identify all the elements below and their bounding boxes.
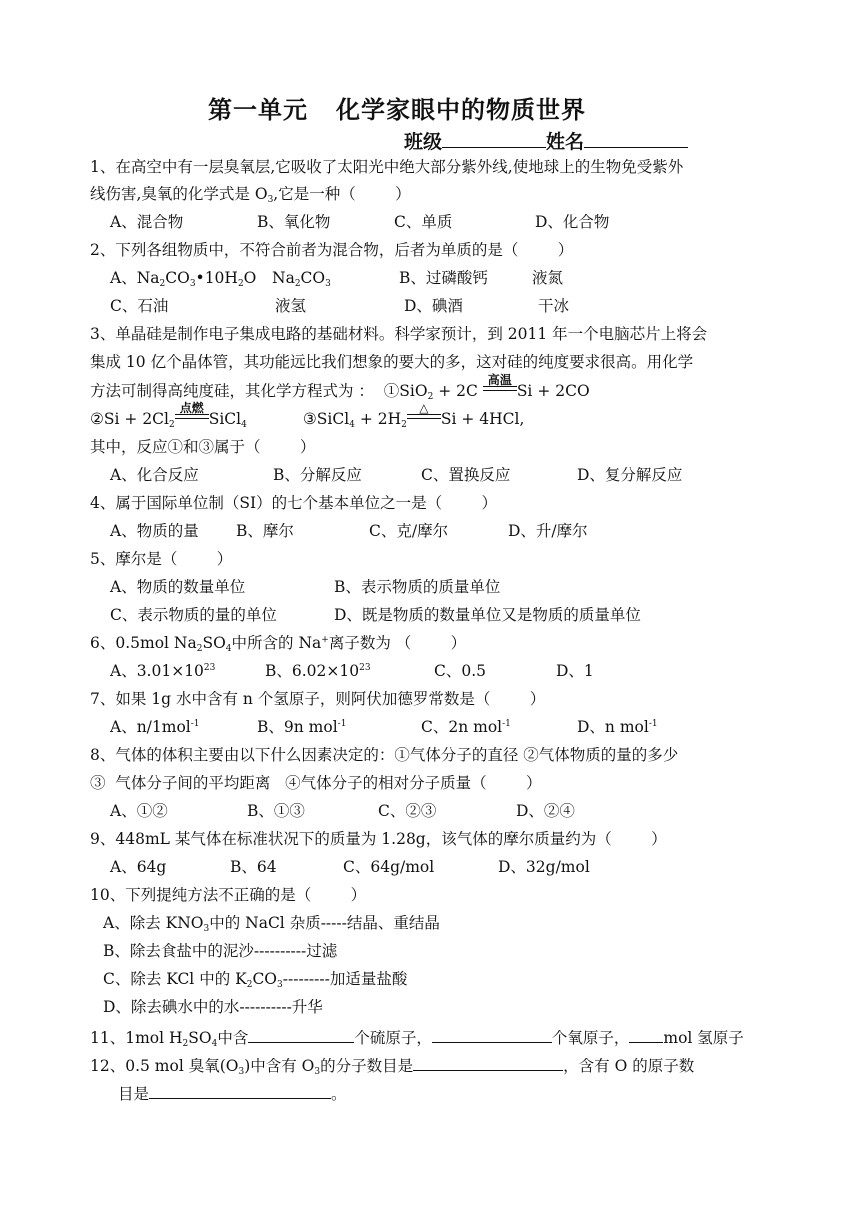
condition-heat: △ [407, 410, 441, 424]
q12-line1: 12、0.5 mol 臭氧$(O_3)$中含有 $O_3$的分子数目是 ，含有 O 的原子数 [90, 1053, 694, 1076]
q2-option-d: D、碘酒 [404, 297, 463, 315]
q3-option-b: B、分解反应 [273, 466, 362, 484]
q8-option-c: C、②③ [378, 802, 437, 820]
q1-option-b: B、氧化物 [257, 213, 331, 231]
q1-option-a: A、混合物 [110, 213, 184, 231]
q6-option-a: A、$3.01\times 10^{23}$ [110, 662, 216, 680]
q4-stem: 4、属于国际单位制（SI）的七个基本单位之一是（ ） [90, 494, 498, 512]
q8-option-d: D、②④ [516, 802, 575, 820]
q4-option-c: C、克/摩尔 [369, 522, 449, 540]
q6-option-d: D、1 [556, 662, 594, 680]
q11-hydrogen-blank[interactable] [629, 1025, 663, 1043]
q5-option-a: A、物质的数量单位 [110, 578, 246, 596]
q2-option-c-second: 液氢 [275, 297, 307, 315]
q9-option-a: A、64g [110, 858, 167, 876]
q9-option-d: D、32g/mol [498, 858, 590, 876]
unit-label: 第一单元 [208, 96, 308, 124]
q7-option-a: A、n/1mol$^{-1}$ [110, 718, 200, 736]
class-blank[interactable] [442, 130, 546, 148]
class-label: 班级 [404, 131, 443, 153]
q7-stem: 7、如果 1g 水中含有 n 个氢原子，则阿伏加德罗常数是（ ） [90, 690, 546, 708]
q8-option-b: B、①③ [247, 802, 305, 820]
q10-option-c: C、除去 KCl 中的 $K_2CO_3---------$加适量盐酸 [103, 970, 408, 990]
q1-line2: 线伤害,臭氧的化学式是 $O_3$,它是一种（ ） [90, 185, 411, 205]
q2-option-a: A、$Na_2CO_3•10H_2O$ [110, 269, 257, 289]
q4-option-a: A、物质的量 [110, 522, 199, 540]
unit-title: 化学家眼中的物质世界 [336, 96, 586, 124]
q5-option-c: C、表示物质的量的单位 [110, 606, 277, 624]
q2-option-b: B、过磷酸钙 [399, 269, 488, 287]
q8-line1: 8、气体的体积主要由以下什么因素决定的：①气体分子的直径 ②气体物质的量的多少 [90, 746, 679, 764]
q12-molecule-blank[interactable] [413, 1053, 563, 1071]
q6-option-b: B、$6.02\times 10^{23}$ [265, 662, 371, 680]
q5-option-b: B、表示物质的质量单位 [334, 578, 501, 596]
q12-atom-blank[interactable] [149, 1081, 331, 1099]
q11-line: 11、1mol $H_2SO_4$中含 个硫原子， 个氧原子， mol 氢原子 [90, 1025, 744, 1048]
q4-option-d: D、升/摩尔 [508, 522, 588, 540]
q5-option-d: D、既是物质的数量单位又是物质的质量单位 [334, 606, 641, 624]
q5-stem: 5、摩尔是（ ） [90, 550, 233, 568]
q7-option-d: D、n mol$^{-1}$ [577, 718, 658, 736]
q6-stem: 6、0.5mol $Na_2SO_4$中所含的 Na+离子数为 （ ） [90, 634, 467, 654]
q8-line2: ③ 气体分子间的平均距离 ④气体分子的相对分子质量（ ） [90, 774, 542, 792]
q2-stem: 2、下列各组物质中，不符合前者为混合物，后者为单质的是（ ） [90, 241, 574, 259]
q11-oxygen-blank[interactable] [432, 1025, 552, 1043]
q9-option-b: B、64 [230, 858, 277, 876]
q7-option-b: B、9n mol$^{-1}$ [257, 718, 347, 736]
q4-option-b: B、摩尔 [236, 522, 294, 540]
q12-line2: 目是 。 [118, 1081, 347, 1104]
q1-line1: 1、在高空中有一层臭氧层,它吸收了太阳光中绝大部分紫外线,使地球上的生物免受紫外 [90, 158, 684, 176]
q2-option-d-second: 干冰 [538, 297, 570, 315]
q10-stem: 10、下列提纯方法不正确的是（ ） [90, 886, 367, 904]
q3-option-a: A、化合反应 [110, 466, 199, 484]
q9-option-c: C、64g/mol [343, 858, 435, 876]
q10-option-b: B、除去食盐中的泥沙----------过滤 [103, 942, 338, 960]
q3-line2: 集成 10 亿个晶体管，其功能远比我们想象的要大的多，这对硅的纯度要求很高。用化学 [90, 353, 694, 371]
q2-option-c: C、石油 [110, 297, 169, 315]
q6-option-c: C、0.5 [434, 662, 487, 680]
condition-high-temp: 高温 [483, 382, 517, 396]
q3-line3: 方法可制得高纯度硅，其化学方程式为 ： ①SiO$_2$ + 2C 高温 Si + 2CO [90, 373, 590, 402]
name-blank[interactable] [584, 130, 688, 148]
q7-option-c: C、2n mol$^{-1}$ [421, 718, 511, 736]
q3-reactions: ②Si + $2Cl_2$ 点燃 SiCl$_4$ ③SiCl$_4$ + $2H_2$ △ Si + 4HCl, [90, 401, 525, 430]
q3-option-c: C、置换反应 [421, 466, 511, 484]
q3-option-d: D、复分解反应 [577, 466, 683, 484]
q3-line1: 3、单晶硅是制作电子集成电路的基础材料。科学家预计，到 2011 年一个电脑芯片上将会 [90, 325, 708, 343]
q2-option-b-second: 液氮 [532, 269, 564, 287]
name-label: 姓名 [546, 131, 585, 153]
q3-line5: 其中，反应①和③属于（ ） [90, 438, 316, 456]
q10-option-a: A、除去 $KNO_3$中的 NaCl 杂质-----结晶、重结晶 [103, 914, 440, 934]
q2-option-a-second: $Na_2CO_3$ [272, 269, 331, 289]
condition-ignite: 点燃 [175, 410, 209, 424]
student-info-line [404, 127, 688, 154]
q10-option-d: D、除去碘水中的水----------升华 [103, 998, 323, 1016]
q9-stem: 9、448mL 某气体在标准状况下的质量为 1.28g，该气体的摩尔质量约为（ ） [90, 830, 667, 848]
q11-sulfur-blank[interactable] [248, 1025, 354, 1043]
q8-option-a: A、①② [110, 802, 168, 820]
page-title [208, 90, 586, 125]
q1-option-d: D、化合物 [535, 213, 610, 231]
q1-option-c: C、单质 [394, 213, 453, 231]
